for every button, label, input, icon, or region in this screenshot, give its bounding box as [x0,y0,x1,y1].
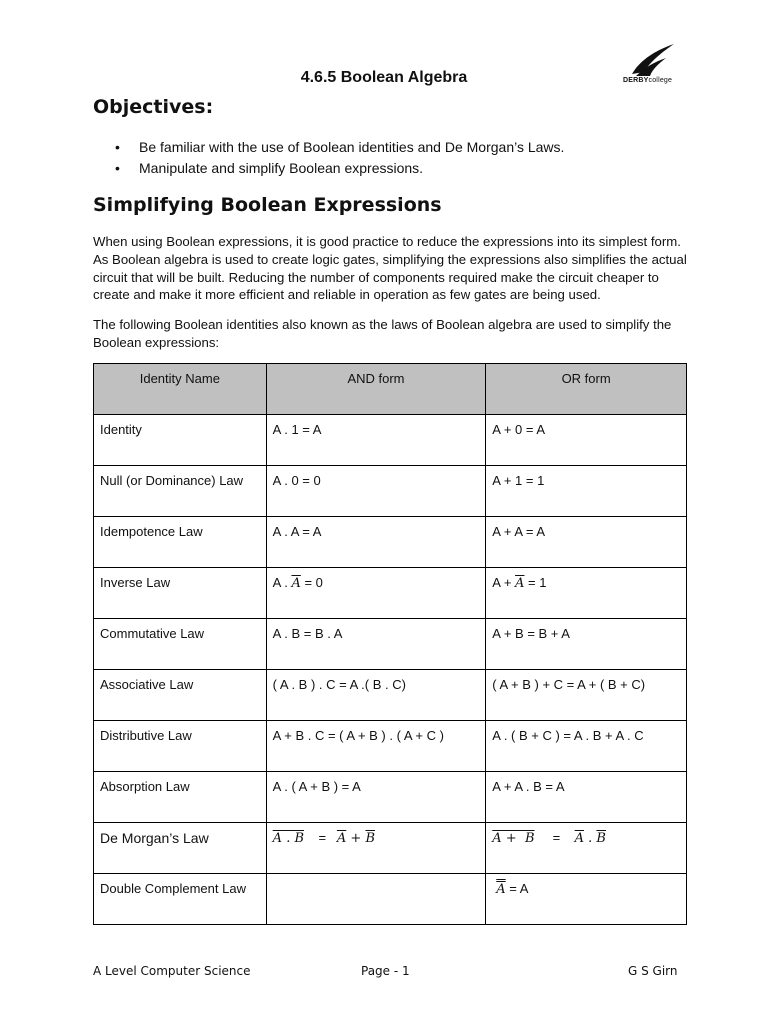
and-form: A + B . C = ( A + B ) . ( A + C ) [266,721,486,772]
and-form: A . 1 = A [266,415,486,466]
footer-page-number: Page - 1 [361,964,410,978]
identity-name: Idempotence Law [94,517,267,568]
or-form: $A + \overline{A} = 1$ [486,568,687,619]
table-header-row [94,364,687,415]
identity-name: Absorption Law [94,772,267,823]
or-form: A + A = A [486,517,687,568]
table-row [94,619,687,670]
and-form: A . 0 = 0 [266,466,486,517]
or-form: A + 1 = 1 [486,466,687,517]
list-item: • Manipulate and simplify Boolean expressions. [93,158,564,179]
identity-name: Inverse Law [94,568,267,619]
or-form: A + B = $\overline{A}$ . $\overline{B}$ [486,823,687,874]
table-row [94,721,687,772]
identity-name: Distributive Law [94,721,267,772]
table-row [94,670,687,721]
page-title: 4.6.5 Boolean Algebra [300,69,468,86]
intro-paragraph: When using Boolean expressions, it is good practice to reduce the expressions into its simplest form. As Boolean algebra is used to create logic gates, simplifying the expressions also simplifies the actual circuit that will be built. Reducing the number of components required make the circuit cheaper to create and make it more efficient and reliable in operation as few gates are being used. [93,234,687,303]
section-heading: Simplifying Boolean Expressions [93,194,442,216]
bullet-icon: • [115,139,120,155]
boolean-identities-table [93,363,687,925]
and-form: ( A . B ) . C = A .( B . C) [266,670,486,721]
table-row [94,466,687,517]
identity-name: Null (or Dominance) Law [94,466,267,517]
or-form: A . ( B + C ) = A . B + A . C [486,721,687,772]
table-row [94,415,687,466]
bullet-icon: • [115,160,120,176]
column-header: OR form [486,364,687,415]
and-form: A . $\overline{A} = 0$ [266,568,486,619]
or-form: A + A . B = A [486,772,687,823]
logo-brand: DERBY [623,77,649,84]
a-bar: $\overline{A}$ [515,576,525,591]
footer-author: G S Girn [628,964,678,978]
and-form: A . B = B . A [266,619,486,670]
and-form: A . B = $\overline{A} + \overline{B}$ [266,823,486,874]
footer-course: A Level Computer Science [93,964,251,978]
logo-suffix: college [648,77,673,84]
or-form: A = A [486,874,687,925]
identity-name: Commutative Law [94,619,267,670]
list-item: • Be familiar with the use of Boolean identities and De Morgan’s Laws. [93,137,564,158]
objectives-list [93,137,564,179]
and-form [266,874,486,925]
a-double-bar: A [496,882,506,897]
or-form: ( A + B ) + C = A + ( B + C) [486,670,687,721]
identity-name: De Morgan’s Law [94,823,267,874]
identity-name: Identity [94,415,267,466]
or-form: A + B = B + A [486,619,687,670]
identity-name: Associative Law [94,670,267,721]
table-intro-paragraph: The following Boolean identities also known as the laws of Boolean algebra are used to simplify the Boolean expressions: [93,317,672,350]
table-row [94,823,687,874]
table-row [94,517,687,568]
table-row [94,874,687,925]
table-row [94,772,687,823]
and-form: A . ( A + B ) = A [266,772,486,823]
a-bar: $\overline{A}$ [291,576,301,591]
column-header: AND form [266,364,486,415]
or-form: A + 0 = A [486,415,687,466]
table-row [94,568,687,619]
column-header: Identity Name [94,364,267,415]
and-form: A . A = A [266,517,486,568]
identity-name: Double Complement Law [94,874,267,925]
objectives-heading: Objectives: [93,96,214,118]
